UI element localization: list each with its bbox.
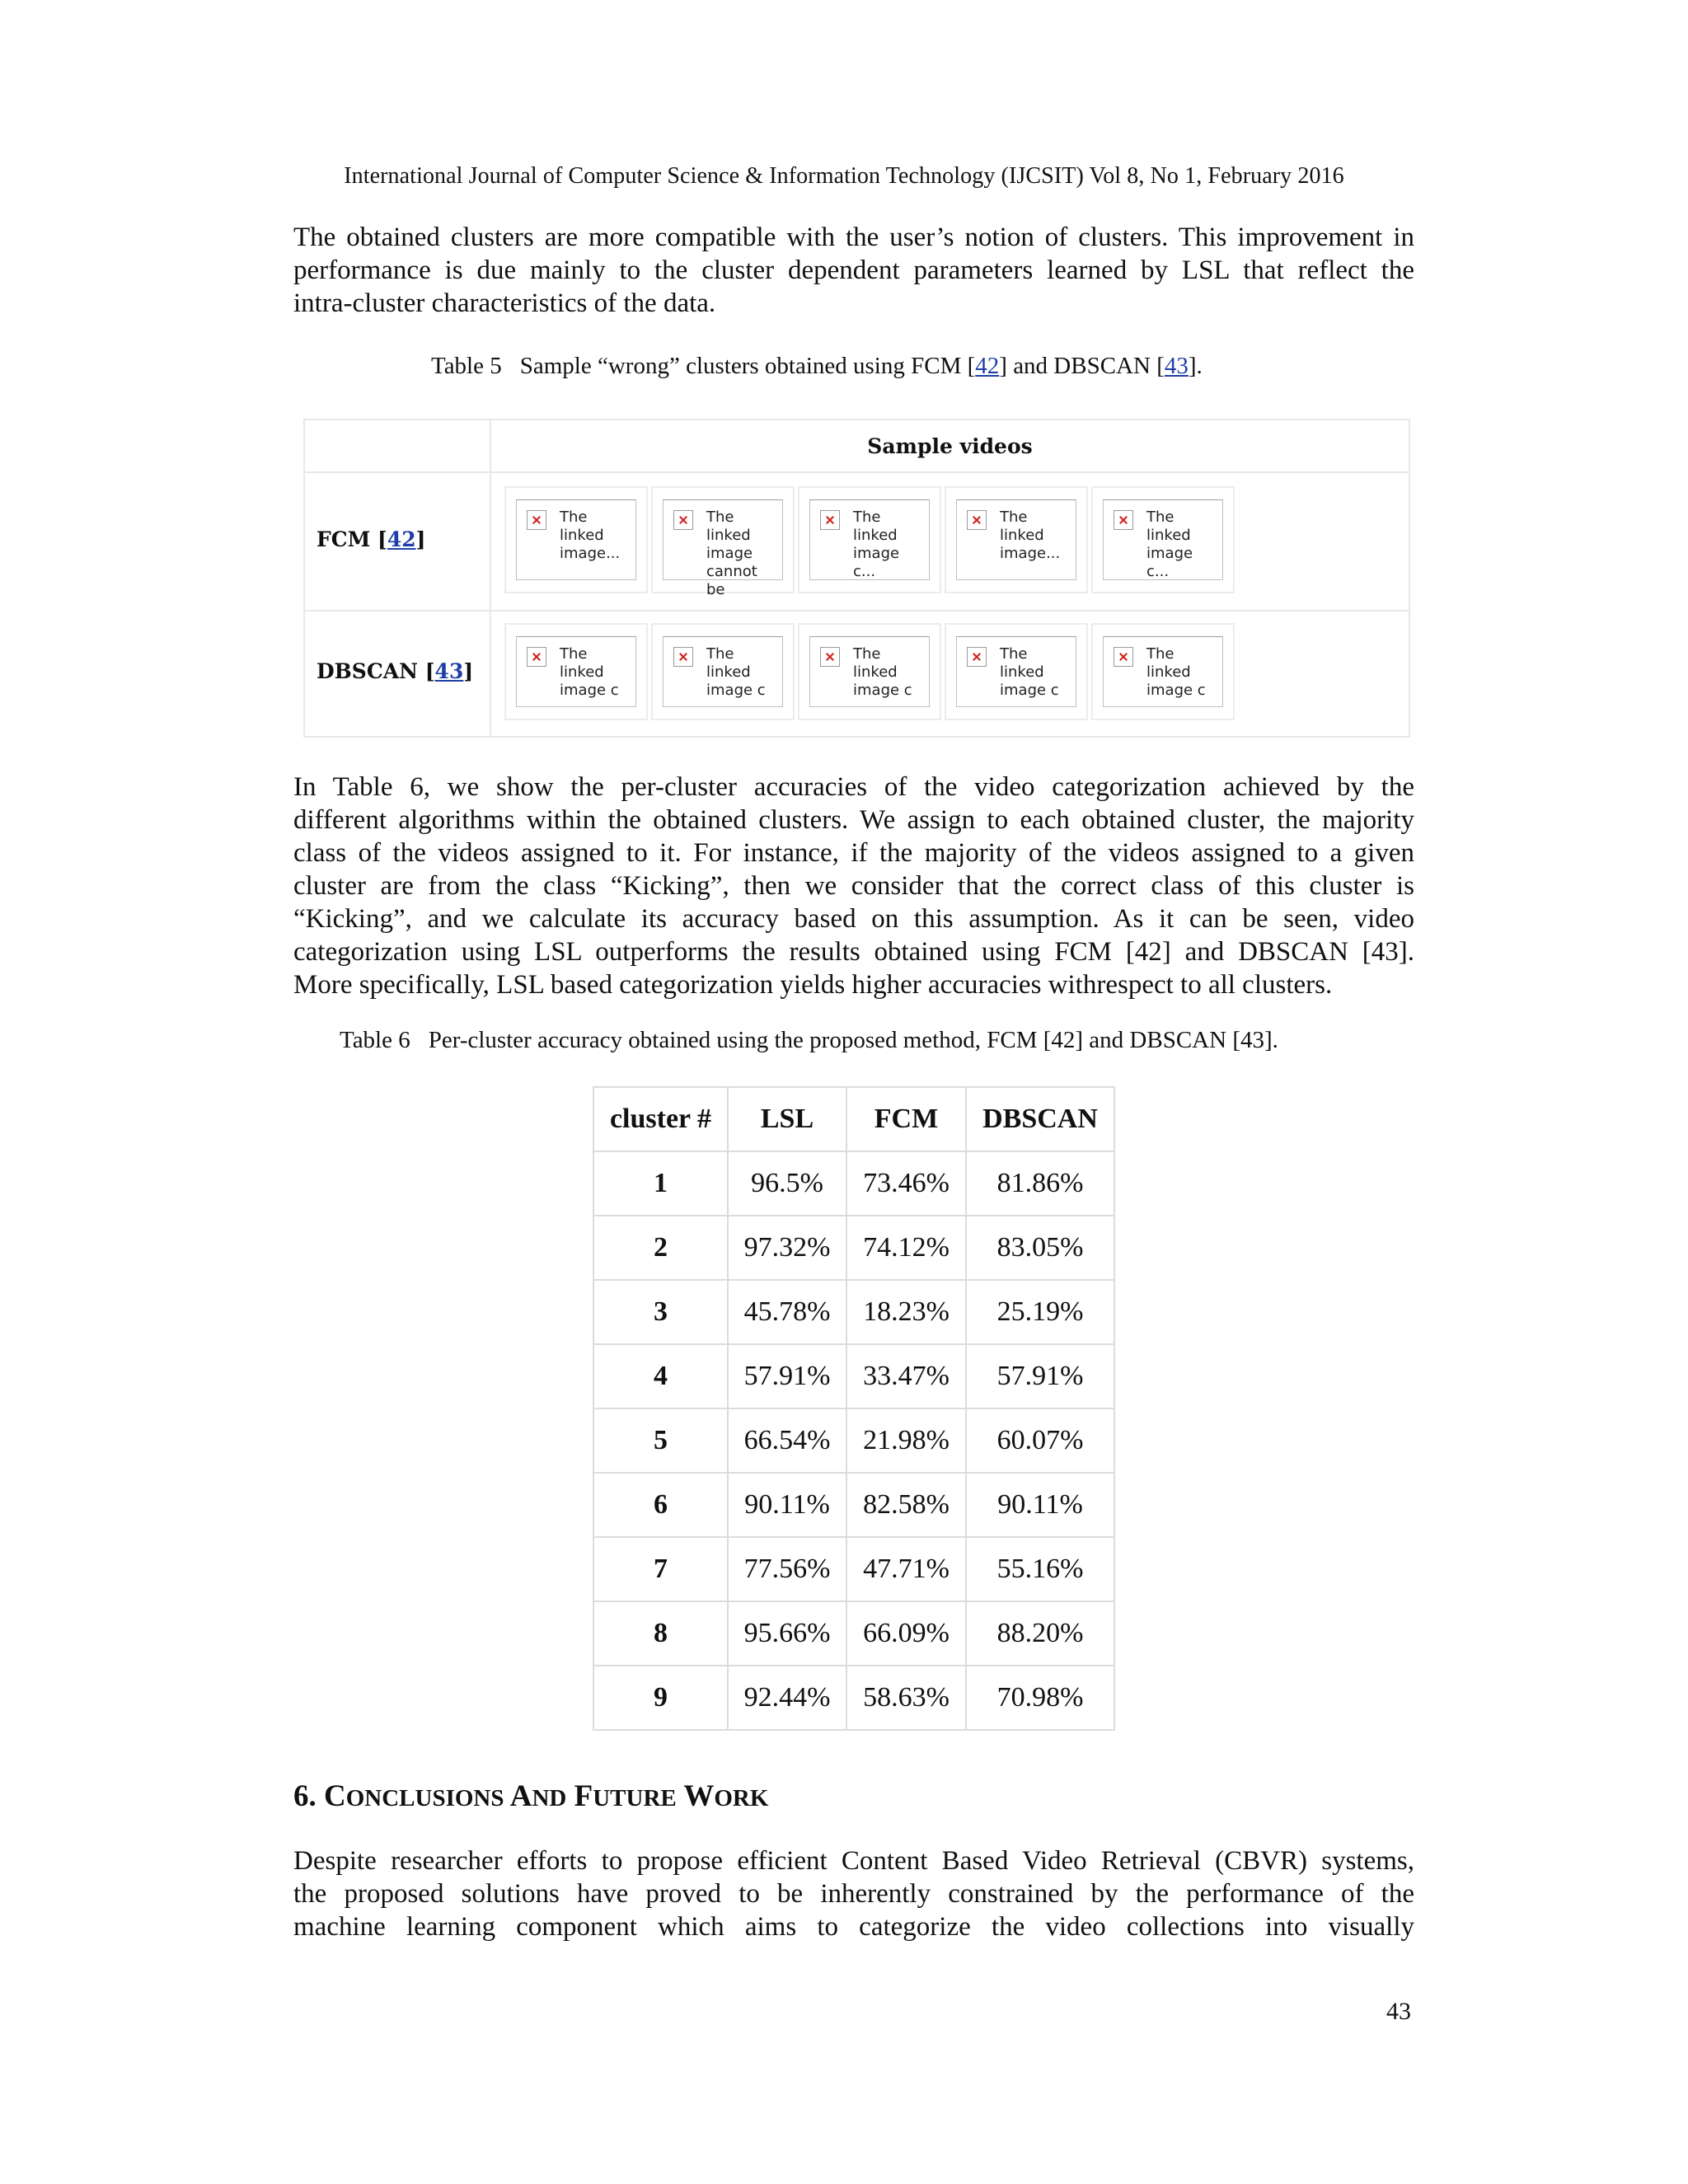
broken-image-icon xyxy=(967,510,987,530)
cluster-id-cell: 9 xyxy=(593,1666,728,1730)
results-paragraph xyxy=(293,771,1414,1001)
row-label-text: ] xyxy=(415,527,426,551)
fcm-cell: 18.23% xyxy=(846,1280,966,1344)
conclusion-paragraph xyxy=(293,1844,1414,1943)
cluster-id-cell: 3 xyxy=(593,1280,728,1344)
text-line: In Table 6, we show the per-cluster accuracies of the video categorization achieved by the xyxy=(293,772,1414,802)
table-row xyxy=(593,1280,1114,1344)
lsl-cell: 97.32% xyxy=(728,1216,846,1280)
heading-rest: ORK xyxy=(714,1785,769,1811)
broken-image-icon xyxy=(673,510,693,530)
text-line: class of the videos assigned to it. For instance, if the majority of the videos assigned to a given xyxy=(293,838,1414,868)
cluster-id-cell: 8 xyxy=(593,1601,728,1666)
row-label-fcm xyxy=(316,527,426,551)
broken-image[interactable] xyxy=(1103,636,1223,707)
fcm-cell: 82.58% xyxy=(846,1473,966,1537)
text-line: performance is due mainly to the cluster dependent parameters learned by LSL that reflect the xyxy=(293,255,1414,285)
table-row xyxy=(593,1666,1114,1730)
broken-image[interactable] xyxy=(663,499,783,598)
lsl-cell: 90.11% xyxy=(728,1473,846,1537)
cluster-id-cell: 4 xyxy=(593,1344,728,1408)
dbscan-cell: 57.91% xyxy=(966,1344,1114,1408)
thumbnail-cell xyxy=(1091,486,1235,593)
fcm-cell: 58.63% xyxy=(846,1666,966,1730)
table-row xyxy=(593,1344,1114,1408)
heading-word xyxy=(574,1779,677,1813)
row-label-text: ] xyxy=(463,659,474,683)
text-line: the proposed solutions have proved to be inherently constrained by the performance of the xyxy=(293,1879,1414,1909)
text-line: intra-cluster characteristics of the data. xyxy=(293,288,716,318)
text-line: machine learning component which aims to categorize the video collections into visually xyxy=(293,1912,1414,1942)
table5-image xyxy=(303,419,1410,738)
thumbnail-cell xyxy=(945,486,1088,593)
caption-text: ] and DBSCAN [ xyxy=(999,353,1165,379)
fcm-cell: 66.09% xyxy=(846,1601,966,1666)
ref-link-43[interactable]: 43 xyxy=(1164,353,1189,379)
column-header: FCM xyxy=(846,1087,966,1151)
text-line: The obtained clusters are more compatible with the user’s notion of clusters. This improvement in xyxy=(293,223,1414,252)
sample-videos-header: Sample videos xyxy=(867,434,1033,458)
heading-cap: F xyxy=(574,1779,593,1813)
column-header: cluster # xyxy=(593,1087,728,1151)
ref-link-43[interactable]: 43 xyxy=(434,659,464,683)
caption-text: Per-cluster accuracy obtained using the proposed method, FCM [42] and DBSCAN [43]. xyxy=(428,1027,1278,1053)
column-header: LSL xyxy=(728,1087,846,1151)
lsl-cell: 45.78% xyxy=(728,1280,846,1344)
cluster-id-cell: 7 xyxy=(593,1537,728,1601)
table-row xyxy=(593,1151,1114,1216)
alt-text: The linked image c xyxy=(1000,645,1059,699)
alt-text: The linked image c xyxy=(706,645,766,699)
dbscan-cell: 90.11% xyxy=(966,1473,1114,1537)
table-row xyxy=(593,1216,1114,1280)
heading-cap: W xyxy=(683,1779,715,1813)
text-line: More specifically, LSL based categorization yields higher accuracies withrespect to all clusters. xyxy=(293,970,1333,1000)
text-line: different algorithms within the obtained clusters. We assign to each obtained cluster, the majority xyxy=(293,805,1414,835)
dbscan-cell: 25.19% xyxy=(966,1280,1114,1344)
broken-image-icon xyxy=(527,510,546,530)
dbscan-cell: 83.05% xyxy=(966,1216,1114,1280)
section-number: 6. xyxy=(293,1779,316,1813)
thumbnail-cell xyxy=(798,486,941,593)
broken-image-icon xyxy=(820,510,840,530)
broken-image[interactable] xyxy=(516,499,636,580)
lsl-cell: 77.56% xyxy=(728,1537,846,1601)
heading-word xyxy=(683,1779,768,1813)
fcm-cell: 33.47% xyxy=(846,1344,966,1408)
row-label-text: FCM [ xyxy=(316,527,387,551)
caption-text: Sample “wrong” clusters obtained using FCM [ xyxy=(519,353,976,379)
fcm-cell: 47.71% xyxy=(846,1537,966,1601)
heading-cap: A xyxy=(509,1779,532,1813)
table-header-row xyxy=(593,1087,1114,1151)
lsl-cell: 95.66% xyxy=(728,1601,846,1666)
thumbnail-cell xyxy=(504,486,648,593)
heading-word xyxy=(510,1779,567,1813)
text-line: “Kicking”, and we calculate its accuracy based on this assumption. As it can be seen, video xyxy=(293,904,1414,934)
thumbnail-cell xyxy=(504,623,648,720)
table6-caption xyxy=(340,1027,1278,1054)
lsl-cell: 96.5% xyxy=(728,1151,846,1216)
alt-text: The linked image c xyxy=(1146,645,1206,699)
dbscan-cell: 81.86% xyxy=(966,1151,1114,1216)
broken-image[interactable] xyxy=(1103,499,1223,580)
cluster-id-cell: 2 xyxy=(593,1216,728,1280)
broken-image-icon xyxy=(673,647,693,667)
table6 xyxy=(593,1086,1115,1731)
broken-image[interactable] xyxy=(809,499,930,580)
dbscan-thumbnails xyxy=(504,623,1238,720)
alt-text: The linked image... xyxy=(560,509,621,562)
alt-text: The linked image c xyxy=(853,645,912,699)
heading-word xyxy=(324,1779,504,1813)
broken-image-icon xyxy=(967,647,987,667)
dbscan-cell: 70.98% xyxy=(966,1666,1114,1730)
section-heading xyxy=(293,1779,768,1814)
table-row xyxy=(593,1601,1114,1666)
caption-text: ]. xyxy=(1188,353,1203,379)
heading-rest: ONCLUSIONS xyxy=(345,1785,504,1811)
broken-image-icon xyxy=(820,647,840,667)
dbscan-cell: 55.16% xyxy=(966,1537,1114,1601)
page-number: 43 xyxy=(1386,1998,1411,2025)
broken-image[interactable] xyxy=(956,636,1076,707)
fcm-cell: 21.98% xyxy=(846,1408,966,1473)
alt-text: The linked image... xyxy=(1000,509,1061,562)
broken-image-icon xyxy=(1114,647,1133,667)
thumbnail-cell xyxy=(651,623,795,720)
fcm-cell: 74.12% xyxy=(846,1216,966,1280)
thumbnail-cell xyxy=(1091,623,1235,720)
thumbnail-cell xyxy=(651,486,795,598)
table5-label: Table 5 xyxy=(431,353,502,379)
heading-rest: UTURE xyxy=(593,1785,677,1811)
column-header: DBSCAN xyxy=(966,1087,1114,1151)
ref-link-42[interactable]: 42 xyxy=(387,527,416,551)
dbscan-cell: 60.07% xyxy=(966,1408,1114,1473)
alt-text: The linked image c... xyxy=(1146,509,1193,580)
cluster-id-cell: 5 xyxy=(593,1408,728,1473)
table-divider xyxy=(305,610,1409,612)
table-row xyxy=(593,1408,1114,1473)
text-line: Despite researcher efforts to propose efficient Content Based Video Retrieval (CBVR) systems, xyxy=(293,1846,1414,1876)
broken-image[interactable] xyxy=(663,636,783,707)
broken-image-icon xyxy=(527,647,546,667)
row-label-dbscan xyxy=(316,659,473,683)
row-label-text: DBSCAN [ xyxy=(316,659,435,683)
running-header: International Journal of Computer Science & Information Technology (IJCSIT) Vol 8, No 1, February 2016 xyxy=(344,163,1344,189)
table5-caption xyxy=(431,353,1203,380)
alt-text: The linked image c... xyxy=(853,509,900,580)
ref-link-42[interactable]: 42 xyxy=(975,353,1000,379)
fcm-cell: 73.46% xyxy=(846,1151,966,1216)
alt-text: The linked image c xyxy=(560,645,619,699)
text-line: categorization using LSL outperforms the results obtained using FCM [42] and DBSCAN [43]. xyxy=(293,937,1414,967)
broken-image-icon xyxy=(1114,510,1133,530)
text-line: cluster are from the class “Kicking”, then we consider that the correct class of this cluster is xyxy=(293,871,1414,901)
alt-text: The linked image cannot be xyxy=(706,509,757,598)
table-row xyxy=(593,1537,1114,1601)
broken-image[interactable] xyxy=(516,636,636,707)
dbscan-cell: 88.20% xyxy=(966,1601,1114,1666)
broken-image[interactable] xyxy=(956,499,1076,580)
lsl-cell: 92.44% xyxy=(728,1666,846,1730)
thumbnail-cell xyxy=(798,623,941,720)
heading-cap: C xyxy=(324,1779,346,1813)
intro-paragraph xyxy=(293,221,1414,320)
table6-label: Table 6 xyxy=(340,1027,410,1053)
thumbnail-cell xyxy=(945,623,1088,720)
fcm-thumbnails xyxy=(504,486,1238,598)
lsl-cell: 66.54% xyxy=(728,1408,846,1473)
cluster-id-cell: 6 xyxy=(593,1473,728,1537)
heading-rest: ND xyxy=(532,1785,567,1811)
table-row xyxy=(593,1473,1114,1537)
table-divider xyxy=(305,471,1409,473)
lsl-cell: 57.91% xyxy=(728,1344,846,1408)
broken-image[interactable] xyxy=(809,636,930,707)
cluster-id-cell: 1 xyxy=(593,1151,728,1216)
